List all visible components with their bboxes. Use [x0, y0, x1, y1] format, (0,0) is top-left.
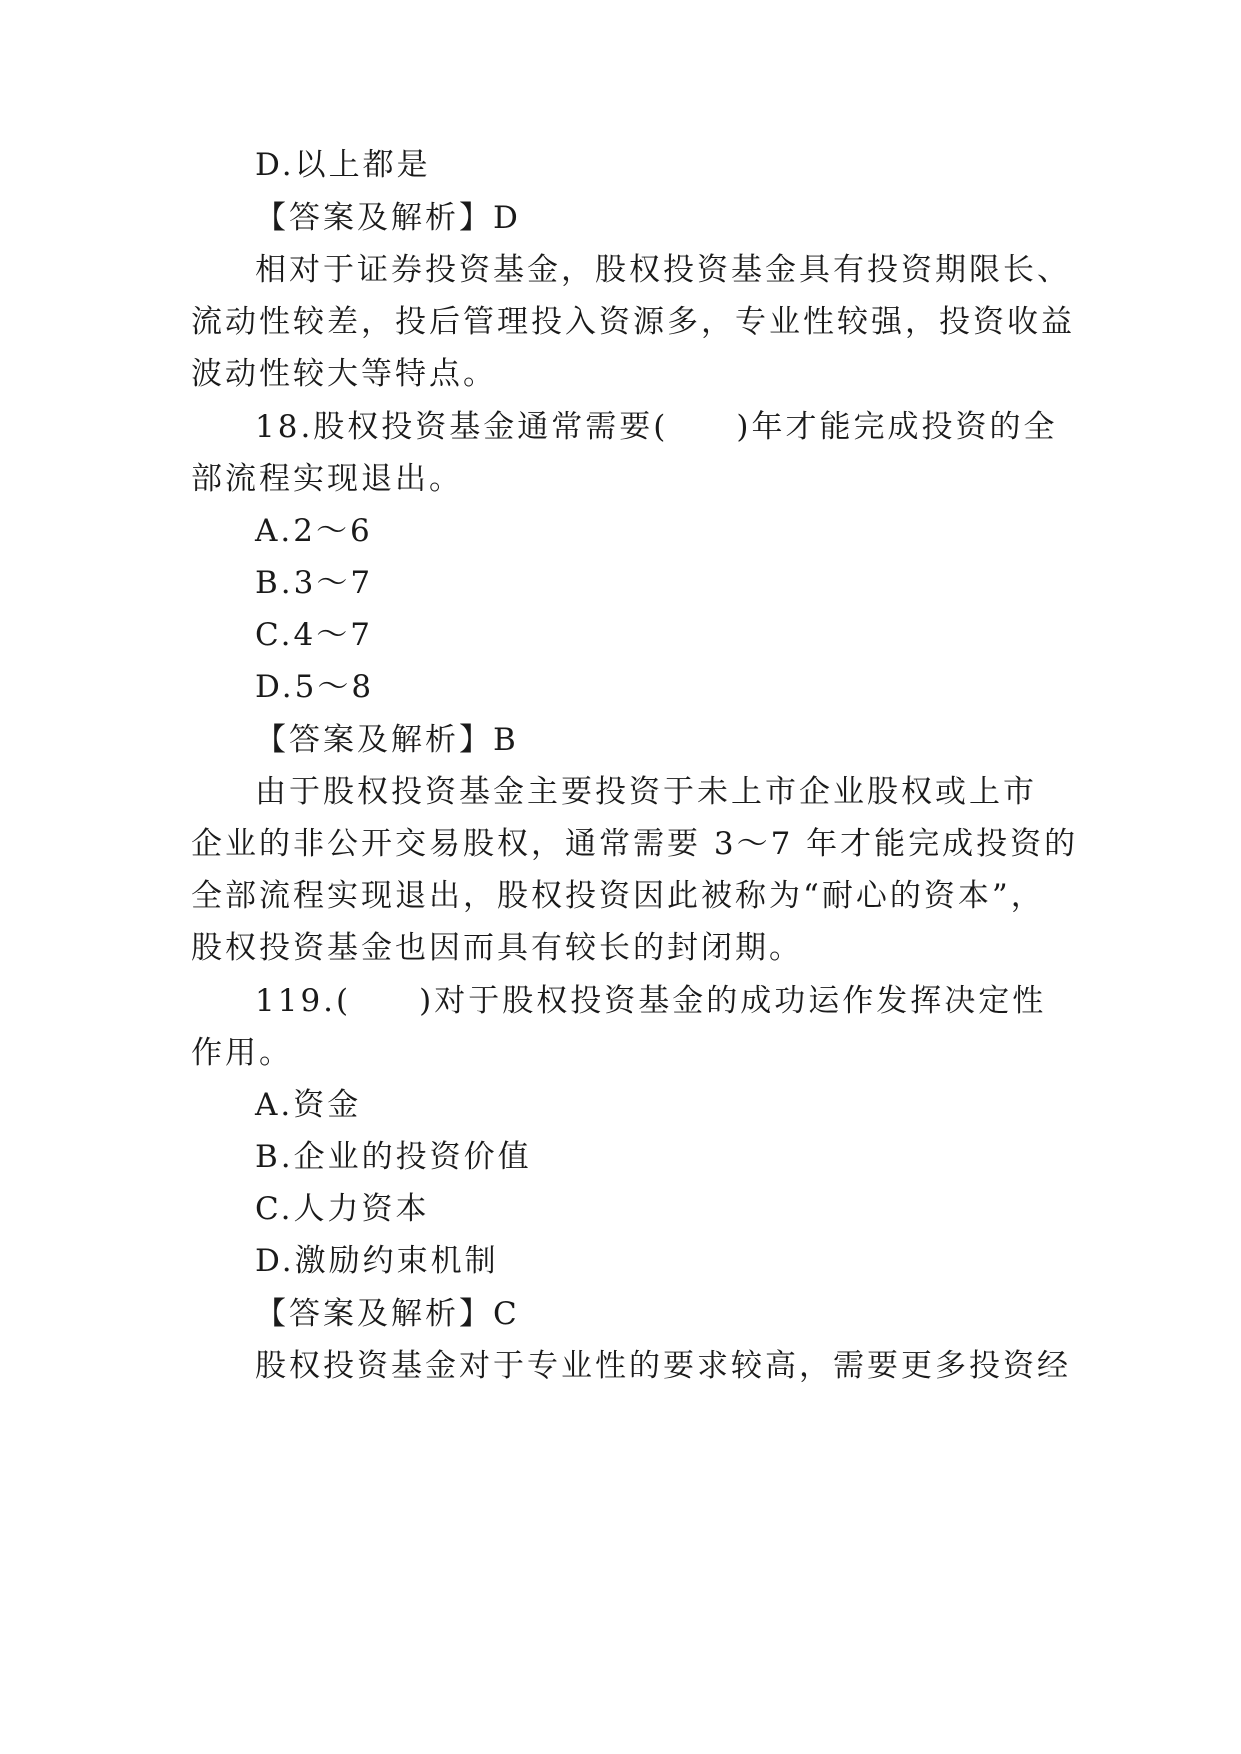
- explanation-prev-line-1: 相对于证券投资基金，股权投资基金具有投资期限长、: [255, 252, 1071, 288]
- question-119-answer: 【答案及解析】C: [255, 1296, 520, 1332]
- question-18-explanation-line-2: 企业的非公开交易股权，通常需要 3～7 年才能完成投资的: [191, 826, 1079, 862]
- option-d-prev: D.以上都是: [255, 147, 431, 183]
- question-119-line-1: 119.( )对于股权投资基金的成功运作发挥决定性: [255, 983, 1047, 1019]
- question-18-explanation-line-1: 由于股权投资基金主要投资于未上市企业股权或上市: [255, 774, 1037, 810]
- question-18-line-2: 部流程实现退出。: [191, 461, 463, 497]
- question-119-explanation-line-1: 股权投资基金对于专业性的要求较高，需要更多投资经: [255, 1348, 1071, 1384]
- question-18-explanation-line-4: 股权投资基金也因而具有较长的封闭期。: [191, 930, 803, 966]
- question-18-answer: 【答案及解析】B: [255, 722, 519, 758]
- question-119-line-2: 作用。: [191, 1035, 293, 1071]
- question-18-option-d: D.5～8: [255, 669, 375, 705]
- question-119-option-d: D.激励约束机制: [255, 1243, 499, 1279]
- question-18-option-b: B.3～7: [255, 565, 374, 601]
- question-18-line-1: 18.股权投资基金通常需要( )年才能完成投资的全: [255, 409, 1058, 445]
- question-18-option-a: A.2～6: [255, 513, 373, 549]
- question-18-explanation-line-3: 全部流程实现退出，股权投资因此被称为“耐心的资本”，: [191, 878, 1045, 914]
- explanation-prev-line-3: 波动性较大等特点。: [191, 356, 497, 392]
- answer-label-prev: 【答案及解析】D: [255, 200, 521, 236]
- question-119-option-b: B.企业的投资价值: [255, 1139, 532, 1175]
- question-119-option-a: A.资金: [255, 1087, 362, 1123]
- question-18-option-c: C.4～7: [255, 617, 373, 653]
- question-119-option-c: C.人力资本: [255, 1191, 430, 1227]
- explanation-prev-line-2: 流动性较差，投后管理投入资源多，专业性较强，投资收益: [191, 304, 1075, 340]
